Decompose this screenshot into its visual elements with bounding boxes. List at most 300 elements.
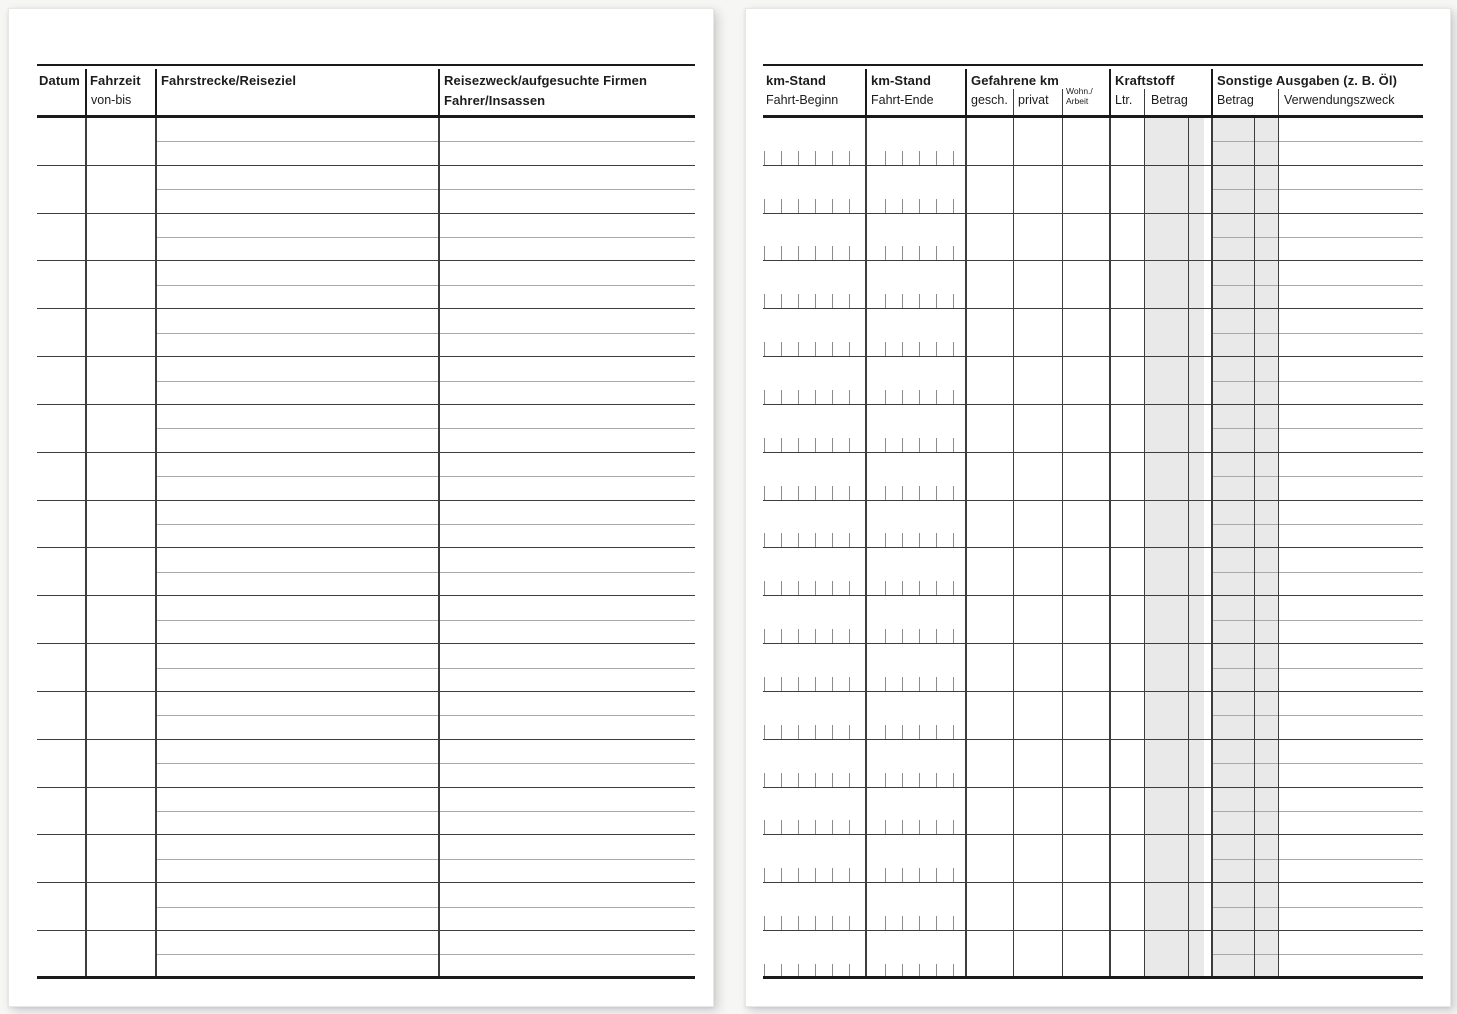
half-row-divider — [1211, 141, 1423, 142]
digit-tick — [902, 533, 903, 547]
digit-tick — [919, 486, 920, 500]
digit-tick — [798, 151, 799, 165]
digit-tick — [832, 151, 833, 165]
digit-tick — [849, 868, 850, 882]
log-row — [37, 357, 695, 405]
log-row — [37, 501, 695, 549]
digit-tick — [936, 725, 937, 739]
log-row — [763, 501, 1423, 549]
log-row — [37, 166, 695, 214]
table-top-rule — [37, 64, 695, 66]
half-row-divider — [1211, 189, 1423, 190]
digit-tick — [902, 773, 903, 787]
col-header-fahrzeit: Fahrzeit — [90, 73, 141, 88]
header-divider — [965, 69, 967, 115]
left-page — [8, 8, 714, 1007]
digit-tick — [781, 486, 782, 500]
digit-tick — [953, 773, 954, 787]
digit-tick — [849, 246, 850, 260]
digit-tick — [815, 151, 816, 165]
half-row-divider — [155, 572, 695, 573]
half-row-divider — [155, 333, 695, 334]
digit-tick — [815, 725, 816, 739]
half-row-divider — [1211, 620, 1423, 621]
digit-tick — [781, 581, 782, 595]
digit-tick — [936, 581, 937, 595]
digit-tick — [919, 390, 920, 404]
half-row-divider — [1211, 811, 1423, 812]
digit-tick — [781, 438, 782, 452]
column-divider — [1278, 118, 1279, 979]
digit-tick — [919, 199, 920, 213]
column-divider — [1254, 118, 1255, 979]
digit-tick — [849, 390, 850, 404]
log-row — [37, 548, 695, 596]
digit-tick — [936, 486, 937, 500]
col-subheader-fahrt-beginn: Fahrt-Beginn — [766, 93, 839, 107]
digit-tick — [764, 342, 765, 356]
col-subheader-verwendungszweck: Verwendungszweck — [1284, 93, 1395, 107]
digit-tick — [919, 725, 920, 739]
digit-tick — [902, 629, 903, 643]
digit-tick — [798, 390, 799, 404]
digit-tick — [919, 868, 920, 882]
col-subheader-fahrt-ende: Fahrt-Ende — [871, 93, 934, 107]
header-divider — [865, 69, 867, 115]
log-row — [37, 118, 695, 166]
digit-tick — [953, 438, 954, 452]
digit-tick — [849, 916, 850, 930]
digit-tick — [919, 773, 920, 787]
digit-tick — [849, 677, 850, 691]
wohn-line1: Wohn./ — [1066, 86, 1093, 96]
half-row-divider — [1211, 285, 1423, 286]
digit-tick — [832, 486, 833, 500]
col-header-fahrer-insassen: Fahrer/Insassen — [444, 93, 546, 108]
half-row-divider — [155, 859, 695, 860]
digit-tick — [832, 246, 833, 260]
digit-tick — [885, 390, 886, 404]
col-header-fahrstrecke: Fahrstrecke/Reiseziel — [161, 73, 297, 88]
digit-tick — [953, 581, 954, 595]
digit-tick — [832, 294, 833, 308]
digit-tick — [781, 199, 782, 213]
digit-tick — [798, 342, 799, 356]
digit-tick — [902, 868, 903, 882]
trip-table-left — [37, 9, 695, 1006]
digit-tick — [936, 151, 937, 165]
half-row-divider — [1211, 715, 1423, 716]
digit-tick — [953, 342, 954, 356]
half-row-divider — [1211, 524, 1423, 525]
digit-tick — [885, 151, 886, 165]
digit-tick — [849, 725, 850, 739]
digit-tick — [798, 868, 799, 882]
digit-tick — [781, 916, 782, 930]
digit-tick — [832, 916, 833, 930]
digit-tick — [953, 199, 954, 213]
digit-tick — [798, 916, 799, 930]
digit-tick — [953, 629, 954, 643]
log-row — [763, 309, 1423, 357]
digit-tick — [832, 868, 833, 882]
digit-tick — [764, 294, 765, 308]
col-header-datum: Datum — [39, 73, 80, 88]
digit-tick — [902, 246, 903, 260]
digit-tick — [902, 294, 903, 308]
digit-tick — [885, 246, 886, 260]
column-divider — [1211, 118, 1213, 979]
digit-tick — [764, 868, 765, 882]
digit-tick — [849, 773, 850, 787]
digit-tick — [798, 773, 799, 787]
half-row-divider — [1211, 381, 1423, 382]
log-row — [37, 692, 695, 740]
log-row — [37, 788, 695, 836]
digit-tick — [798, 820, 799, 834]
log-row — [37, 453, 695, 501]
log-row — [763, 548, 1423, 596]
digit-tick — [815, 438, 816, 452]
digit-tick — [781, 390, 782, 404]
log-row — [37, 214, 695, 262]
col-header-sonstige-ausgaben: Sonstige Ausgaben (z. B. Öl) — [1217, 73, 1397, 88]
trip-table-right — [763, 9, 1423, 1006]
digit-tick — [936, 773, 937, 787]
digit-tick — [936, 629, 937, 643]
digit-tick — [902, 438, 903, 452]
digit-tick — [798, 246, 799, 260]
digit-tick — [885, 820, 886, 834]
digit-tick — [953, 725, 954, 739]
header-divider — [155, 69, 157, 115]
header-divider — [1109, 69, 1111, 115]
digit-tick — [936, 246, 937, 260]
col-header-kraftstoff: Kraftstoff — [1115, 73, 1175, 88]
digit-tick — [815, 390, 816, 404]
log-row — [763, 692, 1423, 740]
col-subheader-privat: privat — [1018, 93, 1049, 107]
digit-tick — [815, 486, 816, 500]
digit-tick — [885, 581, 886, 595]
header-subdivider — [1062, 89, 1063, 115]
table-bottom-rule — [37, 976, 695, 979]
column-divider — [1188, 118, 1189, 979]
digit-tick — [815, 533, 816, 547]
digit-tick — [849, 151, 850, 165]
half-row-divider — [1211, 763, 1423, 764]
digit-tick — [764, 199, 765, 213]
half-row-divider — [1211, 572, 1423, 573]
log-row — [763, 788, 1423, 836]
digit-tick — [885, 677, 886, 691]
header-divider — [1211, 69, 1213, 115]
digit-tick — [781, 677, 782, 691]
log-row — [763, 214, 1423, 262]
digit-tick — [832, 581, 833, 595]
digit-tick — [885, 342, 886, 356]
digit-tick — [919, 916, 920, 930]
digit-tick — [815, 820, 816, 834]
log-row — [763, 166, 1423, 214]
digit-tick — [849, 342, 850, 356]
digit-tick — [781, 725, 782, 739]
digit-tick — [815, 294, 816, 308]
digit-tick — [815, 199, 816, 213]
digit-tick — [936, 533, 937, 547]
digit-tick — [936, 199, 937, 213]
digit-tick — [953, 294, 954, 308]
digit-tick — [936, 438, 937, 452]
col-subheader-betrag-sonstige: Betrag — [1217, 93, 1254, 107]
half-row-divider — [155, 811, 695, 812]
col-subheader-gesch: gesch. — [971, 93, 1008, 107]
digit-tick — [902, 390, 903, 404]
digit-tick — [919, 581, 920, 595]
half-row-divider — [155, 668, 695, 669]
digit-tick — [849, 199, 850, 213]
digit-tick — [902, 581, 903, 595]
digit-tick — [885, 533, 886, 547]
digit-tick — [953, 151, 954, 165]
digit-tick — [953, 390, 954, 404]
col-header-km-stand-beginn: km-Stand — [766, 73, 827, 88]
digit-tick — [815, 916, 816, 930]
digit-tick — [919, 629, 920, 643]
digit-tick — [936, 294, 937, 308]
col-header-km-stand-ende: km-Stand — [871, 73, 932, 88]
log-row — [37, 596, 695, 644]
digit-tick — [849, 533, 850, 547]
col-header-reisezweck: Reisezweck/aufgesuchte Firmen — [444, 73, 648, 88]
digit-tick — [936, 677, 937, 691]
digit-tick — [764, 438, 765, 452]
half-row-divider — [1211, 907, 1423, 908]
digit-tick — [764, 151, 765, 165]
digit-tick — [764, 629, 765, 643]
digit-tick — [832, 390, 833, 404]
half-row-divider — [155, 237, 695, 238]
digit-tick — [815, 677, 816, 691]
header-subdivider — [1278, 89, 1279, 115]
log-row — [37, 931, 695, 979]
log-row — [763, 931, 1423, 979]
log-row — [37, 644, 695, 692]
digit-tick — [832, 342, 833, 356]
digit-tick — [781, 533, 782, 547]
half-row-divider — [1211, 668, 1423, 669]
table-bottom-rule — [763, 976, 1423, 979]
digit-tick — [849, 438, 850, 452]
log-row — [763, 261, 1423, 309]
digit-tick — [953, 246, 954, 260]
digit-tick — [798, 294, 799, 308]
log-row — [37, 309, 695, 357]
digit-tick — [919, 533, 920, 547]
digit-tick — [798, 199, 799, 213]
log-row — [763, 357, 1423, 405]
half-row-divider — [155, 285, 695, 286]
log-row — [763, 835, 1423, 883]
digit-tick — [953, 533, 954, 547]
digit-tick — [849, 820, 850, 834]
digit-tick — [815, 868, 816, 882]
digit-tick — [764, 581, 765, 595]
digit-tick — [832, 820, 833, 834]
header-divider — [438, 69, 440, 115]
col-subheader-von-bis: von-bis — [91, 93, 132, 107]
digit-tick — [764, 246, 765, 260]
column-divider — [1144, 118, 1145, 979]
log-row — [763, 644, 1423, 692]
wohn-line2: Arbeit — [1066, 95, 1089, 106]
digit-tick — [849, 486, 850, 500]
log-row — [763, 883, 1423, 931]
header-subdivider — [1144, 89, 1145, 115]
half-row-divider — [155, 381, 695, 382]
digit-tick — [849, 581, 850, 595]
digit-tick — [902, 486, 903, 500]
digit-tick — [885, 438, 886, 452]
half-row-divider — [1211, 954, 1423, 955]
digit-tick — [953, 868, 954, 882]
digit-tick — [798, 533, 799, 547]
half-row-divider — [155, 428, 695, 429]
col-subheader-wohn-arbeit — [1066, 87, 1093, 106]
digit-tick — [781, 246, 782, 260]
digit-tick — [781, 868, 782, 882]
left-table-body — [37, 118, 695, 979]
digit-tick — [815, 342, 816, 356]
digit-tick — [902, 677, 903, 691]
digit-tick — [832, 725, 833, 739]
digit-tick — [936, 342, 937, 356]
column-divider — [865, 118, 867, 979]
digit-tick — [953, 677, 954, 691]
column-divider — [155, 118, 157, 979]
digit-tick — [919, 677, 920, 691]
digit-tick — [936, 868, 937, 882]
digit-tick — [919, 294, 920, 308]
half-row-divider — [155, 954, 695, 955]
digit-tick — [832, 677, 833, 691]
column-divider — [438, 118, 440, 979]
log-row — [37, 883, 695, 931]
digit-tick — [953, 486, 954, 500]
digit-tick — [798, 581, 799, 595]
digit-tick — [832, 438, 833, 452]
half-row-divider — [155, 907, 695, 908]
digit-tick — [885, 294, 886, 308]
half-row-divider — [1211, 476, 1423, 477]
digit-tick — [902, 916, 903, 930]
digit-tick — [815, 246, 816, 260]
col-subheader-betrag-kraftstoff: Betrag — [1151, 93, 1188, 107]
digit-tick — [953, 916, 954, 930]
digit-tick — [885, 629, 886, 643]
half-row-divider — [155, 763, 695, 764]
digit-tick — [885, 868, 886, 882]
digit-tick — [815, 773, 816, 787]
digit-tick — [764, 916, 765, 930]
digit-tick — [919, 151, 920, 165]
digit-tick — [832, 533, 833, 547]
digit-tick — [919, 438, 920, 452]
digit-tick — [902, 725, 903, 739]
log-row — [37, 261, 695, 309]
half-row-divider — [1211, 428, 1423, 429]
half-row-divider — [155, 476, 695, 477]
digit-tick — [781, 342, 782, 356]
digit-tick — [849, 294, 850, 308]
digit-tick — [902, 820, 903, 834]
digit-tick — [885, 773, 886, 787]
column-divider — [1013, 118, 1014, 979]
half-row-divider — [155, 189, 695, 190]
col-header-gefahrene-km: Gefahrene km — [971, 73, 1059, 88]
digit-tick — [919, 820, 920, 834]
digit-tick — [781, 773, 782, 787]
log-row — [37, 740, 695, 788]
digit-tick — [798, 486, 799, 500]
digit-tick — [919, 246, 920, 260]
header-divider — [85, 69, 87, 115]
right-page — [745, 8, 1451, 1007]
digit-tick — [936, 390, 937, 404]
digit-tick — [832, 629, 833, 643]
column-divider — [85, 118, 87, 979]
table-top-rule — [763, 64, 1423, 66]
digit-tick — [936, 820, 937, 834]
digit-tick — [885, 725, 886, 739]
log-row — [37, 835, 695, 883]
log-row — [763, 740, 1423, 788]
half-row-divider — [1211, 333, 1423, 334]
digit-tick — [885, 916, 886, 930]
digit-tick — [798, 725, 799, 739]
digit-tick — [885, 199, 886, 213]
half-row-divider — [1211, 237, 1423, 238]
log-row — [763, 596, 1423, 644]
digit-tick — [936, 916, 937, 930]
digit-tick — [781, 820, 782, 834]
digit-tick — [764, 820, 765, 834]
digit-tick — [919, 342, 920, 356]
digit-tick — [902, 342, 903, 356]
half-row-divider — [1211, 859, 1423, 860]
digit-tick — [781, 151, 782, 165]
right-table-body — [763, 118, 1423, 979]
half-row-divider — [155, 524, 695, 525]
digit-tick — [953, 820, 954, 834]
digit-tick — [798, 438, 799, 452]
column-divider — [1109, 118, 1111, 979]
log-row — [763, 453, 1423, 501]
digit-tick — [815, 629, 816, 643]
half-row-divider — [155, 620, 695, 621]
digit-tick — [902, 199, 903, 213]
digit-tick — [832, 773, 833, 787]
half-row-divider — [155, 141, 695, 142]
column-divider — [1062, 118, 1063, 979]
digit-tick — [832, 199, 833, 213]
header-subdivider — [1013, 89, 1014, 115]
digit-tick — [902, 151, 903, 165]
digit-tick — [815, 581, 816, 595]
log-row — [37, 405, 695, 453]
digit-tick — [764, 486, 765, 500]
digit-tick — [764, 677, 765, 691]
